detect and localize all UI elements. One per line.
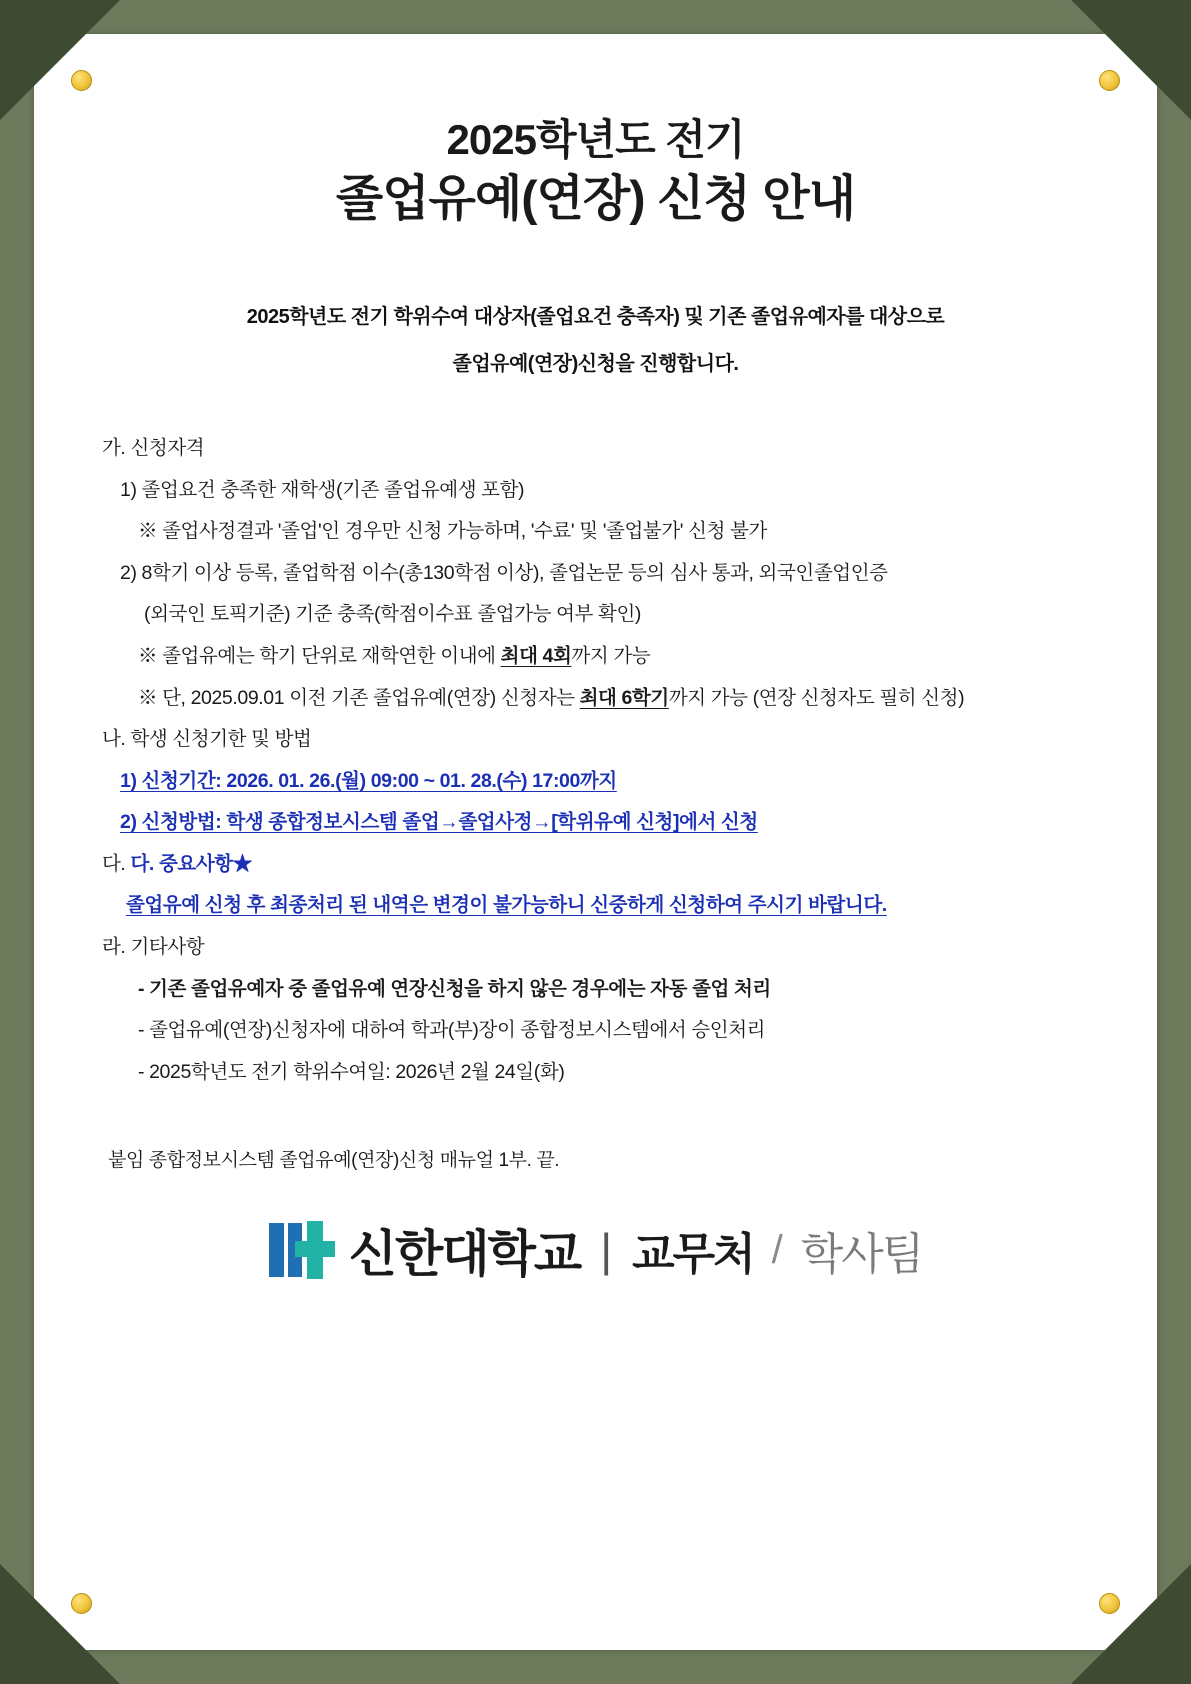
section-c-item-1: 졸업유예 신청 후 최종처리 된 내역은 변경이 불가능하니 신중하게 신청하여 주시기 바랍니다. xyxy=(126,894,887,917)
attachment-note: 붙임 종합정보시스템 졸업유예(연장)신청 매뉴얼 1부. 끝. xyxy=(108,1150,560,1172)
poster-content xyxy=(34,34,1157,1650)
section-a-note-3-emphasis: 최대 6학기 xyxy=(579,686,669,709)
title-line-1: 2025학년도 전기 xyxy=(446,116,745,163)
section-b-heading: 나. 학생 신청기한 및 방법 xyxy=(102,728,312,751)
section-b-item-1: 1) 신청기간: 2026. 01. 26.(월) 09:00 ~ 01. 28.(수) 17:00까지 xyxy=(120,769,617,792)
section-c-heading-text: 다. 중요사항★ xyxy=(130,852,252,875)
poster-paper xyxy=(34,34,1157,1650)
body-sections xyxy=(80,428,1111,1093)
section-d-item-3: - 2025학년도 전기 학위수여일: 2026년 2월 24일(화) xyxy=(138,1060,565,1083)
logo-slash: / xyxy=(771,1227,783,1272)
section-a-item-2: 2) 8학기 이상 등록, 졸업학점 이수(총130학점 이상), 졸업논문 등의 심사 통과, 외국인졸업인증 xyxy=(120,561,888,584)
section-a-note-3-pre: ※ 단, 2025.09.01 이전 기존 졸업유예(연장) 신청자는 xyxy=(138,686,580,709)
section-a-note-3-post: 까지 가능 (연장 신청자도 필히 신청) xyxy=(668,686,965,709)
section-a-note-2-post: 까지 가능 xyxy=(571,645,651,667)
logo-separator: | xyxy=(600,1224,613,1277)
pin-top-right-icon xyxy=(1099,70,1120,91)
section-a-item-2-cont: (외국인 토픽기준) 기준 충족(학점이수표 졸업가능 여부 확인) xyxy=(144,603,641,626)
section-c-label: 다. xyxy=(102,852,131,875)
section-d-item-1: - 기존 졸업유예자 중 졸업유예 연장신청을 하지 않은 경우에는 자동 졸업 처리 xyxy=(138,977,771,1000)
section-a-item-1: 1) 졸업요건 충족한 재학생(기존 졸업유예생 포함) xyxy=(120,478,525,501)
section-a-note-1: ※ 졸업사정결과 '졸업'인 경우만 신청 가능하며, '수료' 및 '졸업불가' 신청 불가 xyxy=(138,520,767,543)
section-a-note-2 xyxy=(80,636,1111,678)
section-b-item-2: 2) 신청방법: 학생 종합정보시스템 졸업→졸업사정→[학위유예 신청]에서 신청 xyxy=(120,811,758,834)
pin-bottom-right-icon xyxy=(1099,1593,1120,1614)
team-name: 학사팀 xyxy=(800,1230,923,1280)
university-name: 신한대학교 xyxy=(348,1226,581,1283)
shinhan-university-logo-icon xyxy=(269,1221,335,1279)
section-a-note-2-pre: ※ 졸업유예는 학기 단위로 재학연한 이내에 xyxy=(138,645,501,667)
pin-bottom-left-icon xyxy=(71,1593,92,1614)
section-a-note-3 xyxy=(80,678,1111,720)
section-a-note-2-emphasis: 최대 4회 xyxy=(500,645,572,667)
lead-line-1: 2025학년도 전기 학위수여 대상자(졸업요건 충족자) 및 기존 졸업유예자를 대상으로 xyxy=(246,306,945,329)
title-line-2: 졸업유예(연장) 신청 안내 xyxy=(335,172,856,227)
section-d-heading: 라. 기타사항 xyxy=(102,936,205,959)
footer-logo xyxy=(80,1214,1111,1286)
lead-paragraph xyxy=(80,294,1111,388)
section-c-heading xyxy=(80,844,1111,886)
pin-top-left-icon xyxy=(71,70,92,91)
section-d-item-2: - 졸업유예(연장)신청자에 대하여 학과(부)장이 종합정보시스템에서 승인처리 xyxy=(138,1019,766,1042)
section-a-heading: 가. 신청자격 xyxy=(102,437,205,460)
page-title xyxy=(80,112,1111,232)
lead-line-2: 졸업유예(연장)신청을 진행합니다. xyxy=(452,353,739,376)
department-name: 교무처 xyxy=(632,1230,754,1280)
